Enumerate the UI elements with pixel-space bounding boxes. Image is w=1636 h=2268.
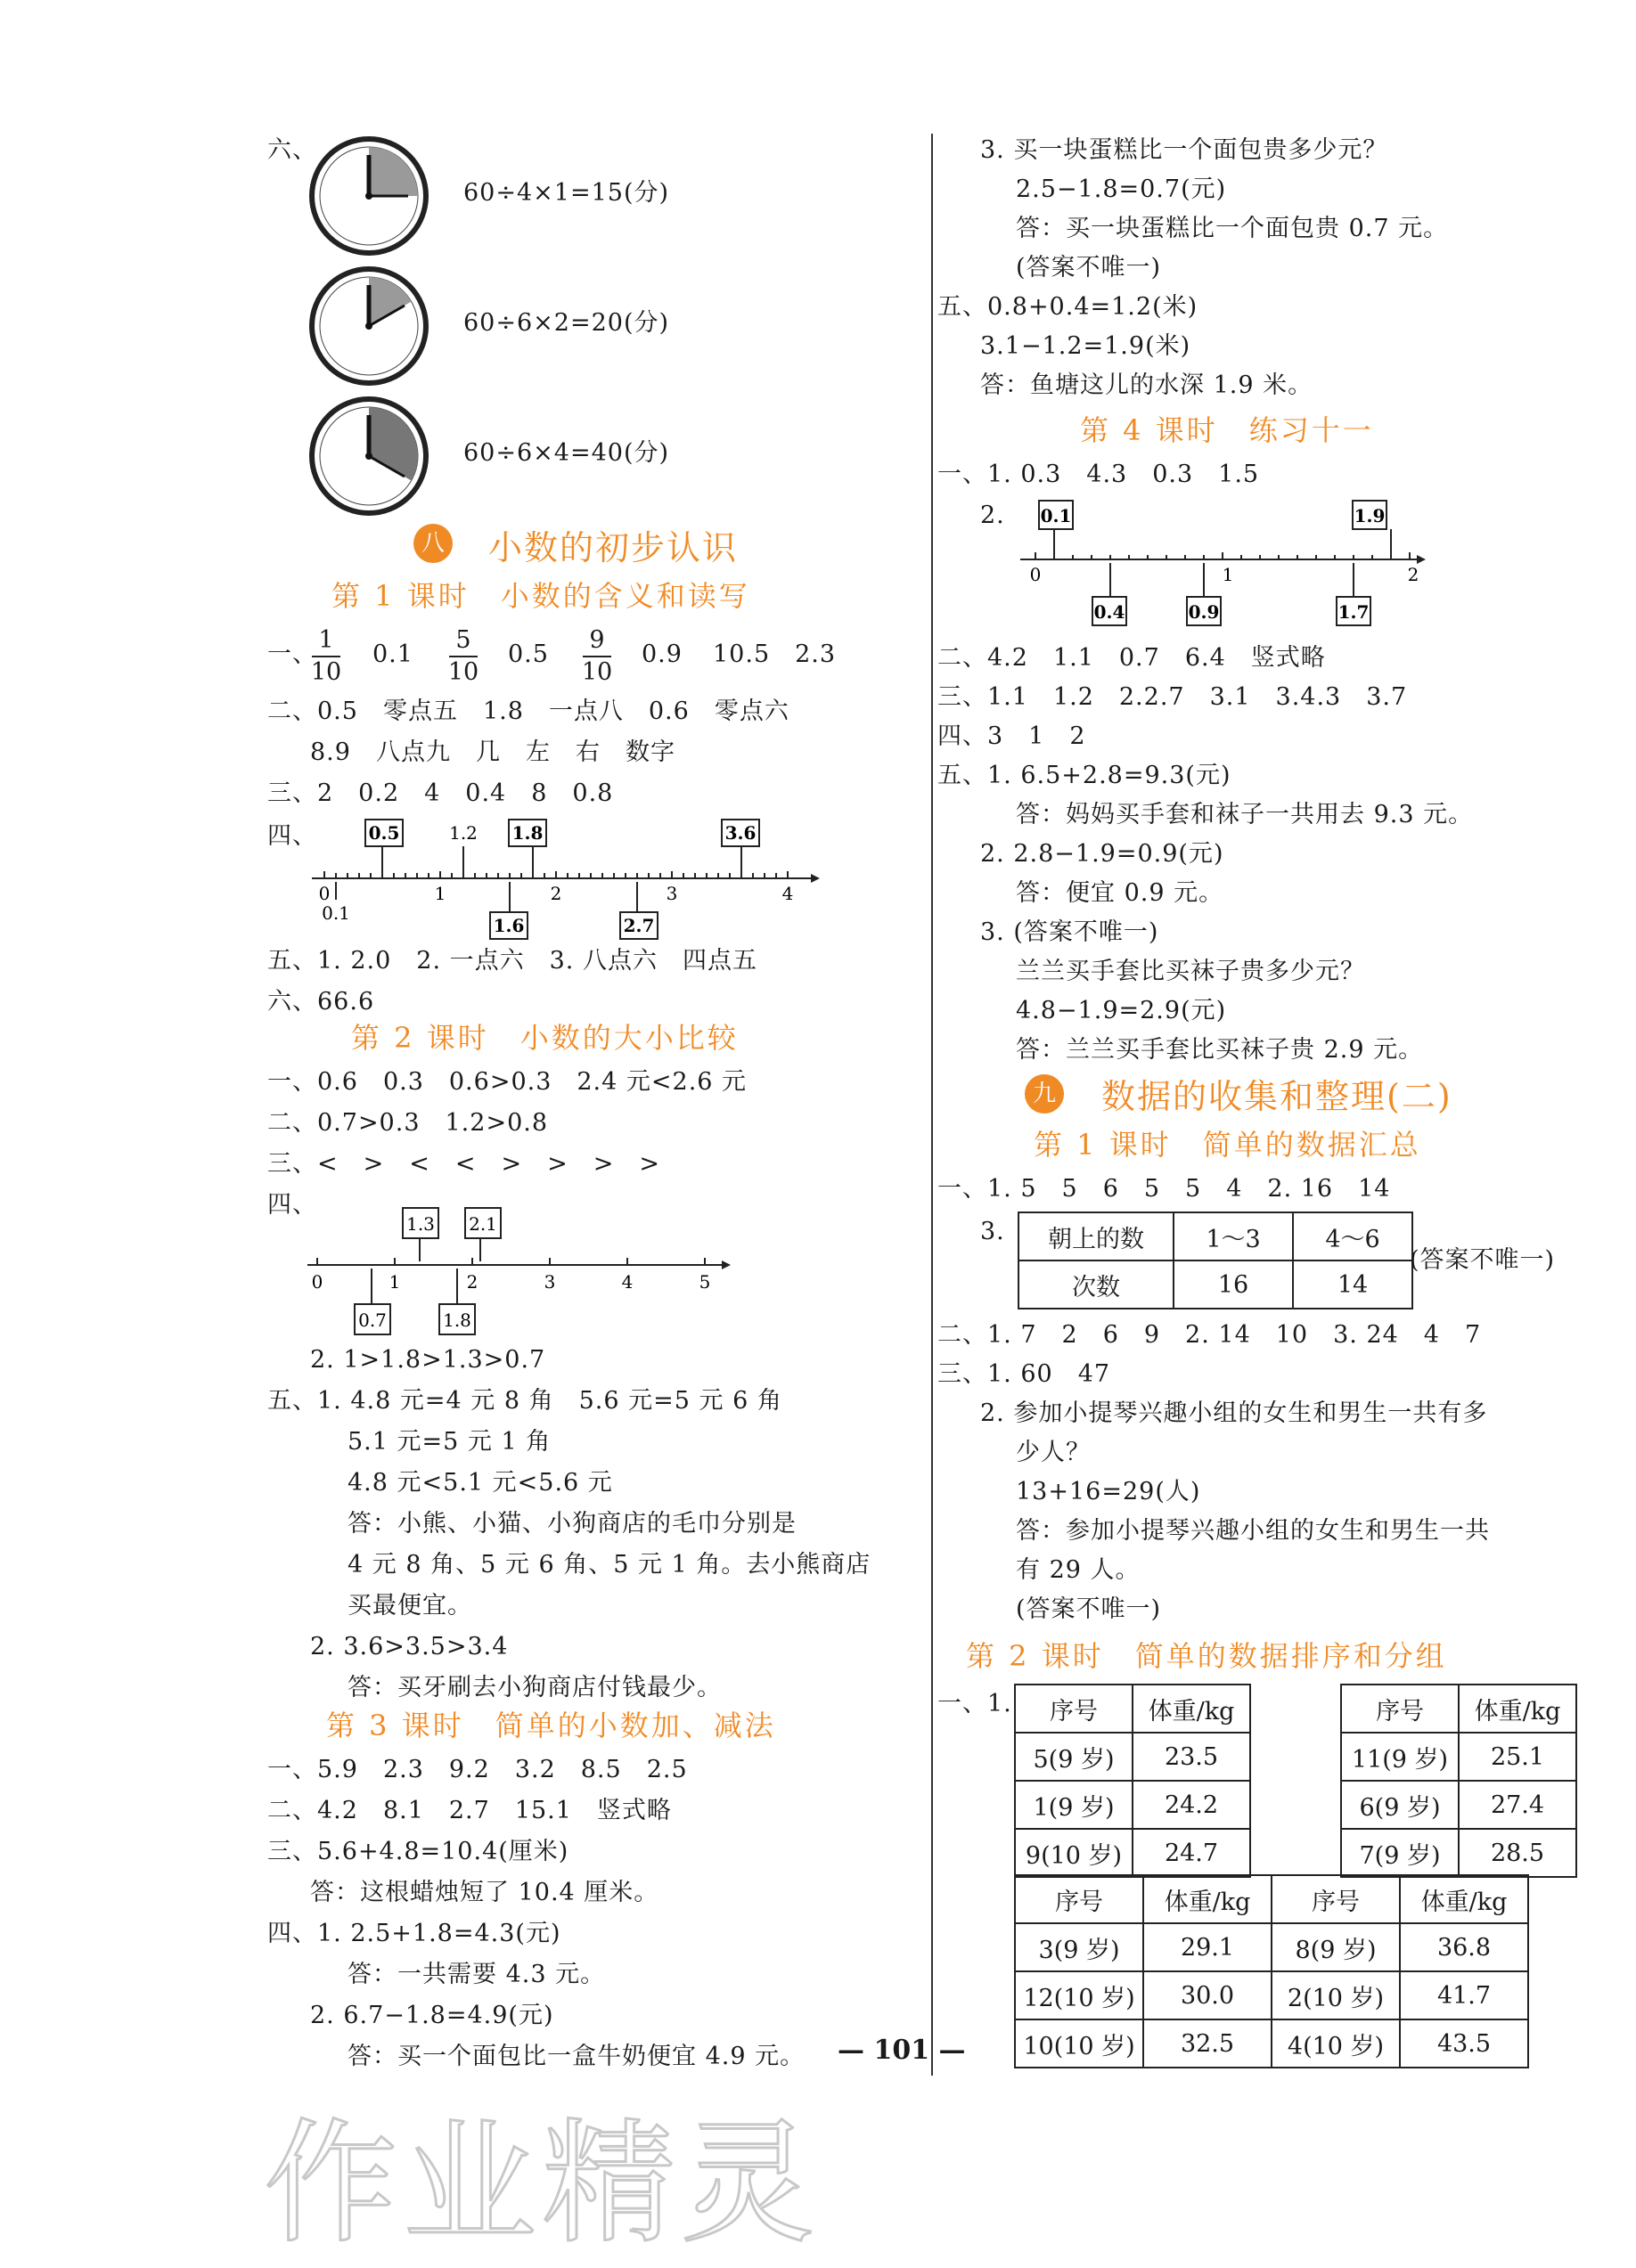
table-cell: 30.0 xyxy=(1143,1971,1272,2019)
point-label: 0.4 xyxy=(1093,601,1125,623)
clock-icon-2 xyxy=(308,265,429,387)
answer-line: 四、1. 2.5+1.8=4.3(元) xyxy=(267,1920,561,1947)
table-cell: 41.7 xyxy=(1400,1971,1528,2019)
tick-label: 1 xyxy=(389,1271,401,1293)
table-cell: 16 xyxy=(1174,1260,1293,1309)
table-cell: 11(9 岁) xyxy=(1341,1733,1459,1781)
table-cell: 23.5 xyxy=(1133,1733,1250,1781)
point-label: 0.9 xyxy=(1188,601,1220,623)
point-label: 2.7 xyxy=(623,915,655,936)
answer-line: 少人？ xyxy=(1016,1439,1091,1466)
tick-label: 4 xyxy=(781,883,794,904)
table-cell: 4～6 xyxy=(1293,1212,1412,1260)
weight-table-a xyxy=(1014,1684,1251,1878)
unit-title: 小数的初步认识 xyxy=(488,528,739,567)
answer-line: 五、0.8+0.4=1.2(米) xyxy=(937,293,1198,321)
table-cell: 1(9 岁) xyxy=(1015,1781,1133,1829)
answer-line: 2. 3.6>3.5>3.4 xyxy=(310,1633,509,1660)
answer-line: 2. 参加小提琴兴趣小组的女生和男生一共有多 xyxy=(980,1399,1488,1427)
table-cell: 24.7 xyxy=(1133,1829,1250,1877)
point-label: 1.8 xyxy=(511,822,544,844)
answer-line: 答：一共需要 4.3 元。 xyxy=(348,1961,606,1988)
number-line-1 xyxy=(303,820,820,944)
clock-equation-1: 60÷4×1=15(分) xyxy=(463,179,670,207)
lesson-title: 第 2 课时 简单的数据排序和分组 xyxy=(966,1639,1447,1673)
answer-value: 10.5 2.3 xyxy=(713,640,837,668)
table-header: 序号 xyxy=(1015,1685,1133,1733)
answer-line: 答：鱼塘这儿的水深 1.9 米。 xyxy=(980,371,1313,399)
table-header: 体重/kg xyxy=(1459,1685,1576,1733)
answer-line: 一、1. xyxy=(937,1690,1012,1717)
answer-line: 答：小熊、小猫、小狗商店的毛巾分别是 xyxy=(348,1510,797,1538)
table-cell: 9(10 岁) xyxy=(1015,1829,1133,1877)
answer-line: 四、3 1 2 xyxy=(937,722,1086,750)
table-header: 次数 xyxy=(1018,1260,1174,1309)
point-label: 0.5 xyxy=(368,822,400,844)
table-cell: 10(10 岁) xyxy=(1015,2019,1143,2068)
answer-line: 五、1. 4.8 元=4 元 8 角 5.6 元=5 元 6 角 xyxy=(267,1387,782,1415)
lesson-title: 第 1 课时 简单的数据汇总 xyxy=(1034,1128,1421,1162)
dice-table xyxy=(1018,1212,1413,1309)
tick-label: 3 xyxy=(666,883,678,904)
answer-line: 4.8−1.9=2.9(元) xyxy=(1016,997,1227,1024)
table-cell: 25.1 xyxy=(1459,1733,1576,1781)
number-line-3 xyxy=(1016,495,1435,629)
weight-table-b xyxy=(1340,1684,1577,1878)
lesson-4-title: 第 4 课时 练习十一 xyxy=(1080,413,1374,447)
answer-line: 答：参加小提琴兴趣小组的女生和男生一共 xyxy=(1016,1517,1490,1545)
answer-line: 三、< > < < > > > > xyxy=(267,1150,660,1178)
answer-line: 三、2 0.2 4 0.4 8 0.8 xyxy=(267,779,614,807)
answer-line: (答案不唯一) xyxy=(1016,254,1162,281)
answer-line: 3. (答案不唯一) xyxy=(980,918,1159,946)
tick-label: 0 xyxy=(1029,564,1042,585)
table-header: 序号 xyxy=(1272,1875,1400,1923)
table-header: 体重/kg xyxy=(1133,1685,1250,1733)
answer-line: 四、 xyxy=(267,1191,317,1219)
answer-line: 8.9 八点九 几 左 右 数字 xyxy=(310,738,675,766)
table-cell: 3(9 岁) xyxy=(1015,1923,1143,1971)
answer-line: 二、4.2 1.1 0.7 6.4 竖式略 xyxy=(937,644,1326,672)
table-cell: 1～3 xyxy=(1174,1212,1293,1260)
table-cell: 36.8 xyxy=(1400,1923,1528,1971)
answer-line: 二、1. 7 2 6 9 2. 14 10 3. 24 4 7 xyxy=(937,1321,1482,1349)
answer-line: 买最便宜。 xyxy=(348,1592,472,1619)
answer-line: 五、1. 6.5+2.8=9.3(元) xyxy=(937,762,1231,789)
table-header: 序号 xyxy=(1341,1685,1459,1733)
point-label: 1.2 xyxy=(449,822,478,844)
table-cell: 8(9 岁) xyxy=(1272,1923,1400,1971)
answer-line: 二、0.7>0.3 1.2>0.8 xyxy=(267,1109,549,1137)
tick-label: 5 xyxy=(699,1271,711,1293)
tick-label: 4 xyxy=(621,1271,634,1293)
fraction: 5 10 xyxy=(447,626,479,686)
answer-value: 0.5 xyxy=(508,640,549,668)
answer-value: 0.1 xyxy=(372,640,413,668)
answer-line: 三、1. 60 47 xyxy=(937,1360,1111,1388)
clock-icon-3 xyxy=(308,396,429,517)
answer-line: 有 29 人。 xyxy=(1016,1556,1141,1584)
fraction: 9 10 xyxy=(581,626,613,686)
table-cell: 43.5 xyxy=(1400,2019,1528,2068)
lesson-1-title: 第 1 课时 小数的含义和读写 xyxy=(331,579,750,613)
tick-label: 1 xyxy=(434,883,446,904)
answer-line: 2.5−1.8=0.7(元) xyxy=(1016,175,1227,203)
point-label: 3.6 xyxy=(724,822,757,844)
answer-line: 一、1. 5 5 6 5 5 4 2. 16 14 xyxy=(937,1175,1391,1203)
answer-line: 4 元 8 角、5 元 6 角、5 元 1 角。去小熊商店 xyxy=(348,1551,871,1579)
table-cell: 27.4 xyxy=(1459,1781,1576,1829)
lesson-2-title: 第 2 课时 小数的大小比较 xyxy=(351,1021,739,1055)
point-label: 0.1 xyxy=(322,902,350,924)
table-header: 序号 xyxy=(1015,1875,1143,1923)
point-label: 1.9 xyxy=(1354,505,1386,526)
table-cell: 12(10 岁) xyxy=(1015,1971,1143,2019)
point-label: 1.3 xyxy=(406,1213,435,1235)
point-label: 2.1 xyxy=(469,1213,497,1235)
answer-line: 六、66.6 xyxy=(267,988,375,1016)
weight-table-c xyxy=(1014,1874,1529,2068)
answer-line: (答案不唯一) xyxy=(1410,1246,1556,1274)
table-header: 体重/kg xyxy=(1143,1875,1272,1923)
answer-line: 答：妈妈买手套和袜子一共用去 9.3 元。 xyxy=(1016,801,1474,828)
fraction: 1 10 xyxy=(310,626,342,686)
tick-label: 2 xyxy=(550,883,562,904)
clock-icon-1 xyxy=(308,135,429,257)
answer-line: 二、4.2 8.1 2.7 15.1 竖式略 xyxy=(267,1797,672,1824)
watermark-logo: 作业精灵 xyxy=(264,2107,821,2262)
point-label: 1.8 xyxy=(443,1309,471,1331)
answer-line: 13+16=29(人) xyxy=(1016,1478,1201,1505)
table-cell: 29.1 xyxy=(1143,1923,1272,1971)
point-label: 0.1 xyxy=(1040,505,1072,526)
answer-line: 答：这根蜡烛短了 10.4 厘米。 xyxy=(310,1879,659,1906)
answer-line: 3.1−1.2=1.9(米) xyxy=(980,332,1191,360)
table-cell: 32.5 xyxy=(1143,2019,1272,2068)
answer-line: 二、0.5 零点五 1.8 一点八 0.6 零点六 xyxy=(267,698,789,725)
table-cell: 24.2 xyxy=(1133,1781,1250,1829)
unit-title: 数据的收集和整理(二) xyxy=(1101,1077,1452,1116)
answer-line: 答：买牙刷去小狗商店付钱最少。 xyxy=(348,1674,722,1701)
answer-line: 三、1.1 1.2 2.2.7 3.1 3.4.3 3.7 xyxy=(937,683,1408,711)
tick-label: 0 xyxy=(311,1271,323,1293)
column-divider xyxy=(931,134,933,2076)
page-number: — 101 — xyxy=(838,2035,966,2066)
answer-line: 2. 1>1.8>1.3>0.7 xyxy=(310,1346,546,1374)
tick-label: 1 xyxy=(1222,564,1234,585)
table-cell: 7(9 岁) xyxy=(1341,1829,1459,1877)
answer-line: 一、 xyxy=(267,640,317,668)
point-label: 1.7 xyxy=(1337,601,1370,623)
answer-line: (答案不唯一) xyxy=(1016,1595,1162,1623)
clock-equation-2: 60÷6×2=20(分) xyxy=(463,309,670,337)
answer-line: 答：兰兰买手套比买袜子贵 2.9 元。 xyxy=(1016,1036,1424,1064)
table-cell: 28.5 xyxy=(1459,1829,1576,1877)
answer-line: 2. 6.7−1.8=4.9(元) xyxy=(310,2002,554,2029)
answer-line: 五、1. 2.0 2. 一点六 3. 八点六 四点五 xyxy=(267,947,757,975)
point-label: 0.7 xyxy=(358,1309,387,1331)
tick-label: 2 xyxy=(466,1271,479,1293)
answer-line: 一、5.9 2.3 9.2 3.2 8.5 2.5 xyxy=(267,1756,688,1783)
table-header: 朝上的数 xyxy=(1018,1212,1174,1260)
clock-equation-3: 60÷6×4=40(分) xyxy=(463,439,670,467)
answer-line: 3. xyxy=(980,1218,1005,1245)
answer-line: 一、1. 0.3 4.3 0.3 1.5 xyxy=(937,461,1260,488)
answer-line: 答：买一块蛋糕比一个面包贵 0.7 元。 xyxy=(1016,215,1449,242)
answer-line: 一、0.6 0.3 0.6>0.3 2.4 元<2.6 元 xyxy=(267,1068,748,1096)
tick-label: 2 xyxy=(1407,564,1419,585)
table-header: 体重/kg xyxy=(1400,1875,1528,1923)
table-cell: 14 xyxy=(1293,1260,1412,1309)
table-cell: 5(9 岁) xyxy=(1015,1733,1133,1781)
answer-line: 答：买一个面包比一盒牛奶便宜 4.9 元。 xyxy=(348,2043,806,2070)
tick-label: 3 xyxy=(544,1271,556,1293)
answer-line: 4.8 元<5.1 元<5.6 元 xyxy=(348,1469,613,1497)
lesson-3-title: 第 3 课时 简单的小数加、减法 xyxy=(326,1709,776,1742)
point-label: 1.6 xyxy=(493,915,525,936)
number-line-2 xyxy=(303,1201,740,1334)
tick-label: 0 xyxy=(318,883,331,904)
answer-value: 0.9 xyxy=(642,640,683,668)
answer-line: 三、5.6+4.8=10.4(厘米) xyxy=(267,1838,569,1865)
unit-number-badge: 八 xyxy=(413,524,453,563)
unit-number-badge: 九 xyxy=(1025,1074,1064,1114)
table-cell: 6(9 岁) xyxy=(1341,1781,1459,1829)
answer-line: 兰兰买手套比买袜子贵多少元？ xyxy=(1016,958,1365,985)
answer-line: 5.1 元=5 元 1 角 xyxy=(348,1428,552,1456)
answer-line: 四、 xyxy=(267,822,317,850)
table-cell: 2(10 岁) xyxy=(1272,1971,1400,2019)
table-cell: 4(10 岁) xyxy=(1272,2019,1400,2068)
section-six-label: 六、 xyxy=(267,136,317,164)
answer-line: 3. 买一块蛋糕比一个面包贵多少元？ xyxy=(980,136,1388,164)
answer-line: 2. 2.8−1.9=0.9(元) xyxy=(980,840,1224,868)
answer-line: 2. xyxy=(980,502,1005,529)
answer-line: 答：便宜 0.9 元。 xyxy=(1016,879,1224,907)
